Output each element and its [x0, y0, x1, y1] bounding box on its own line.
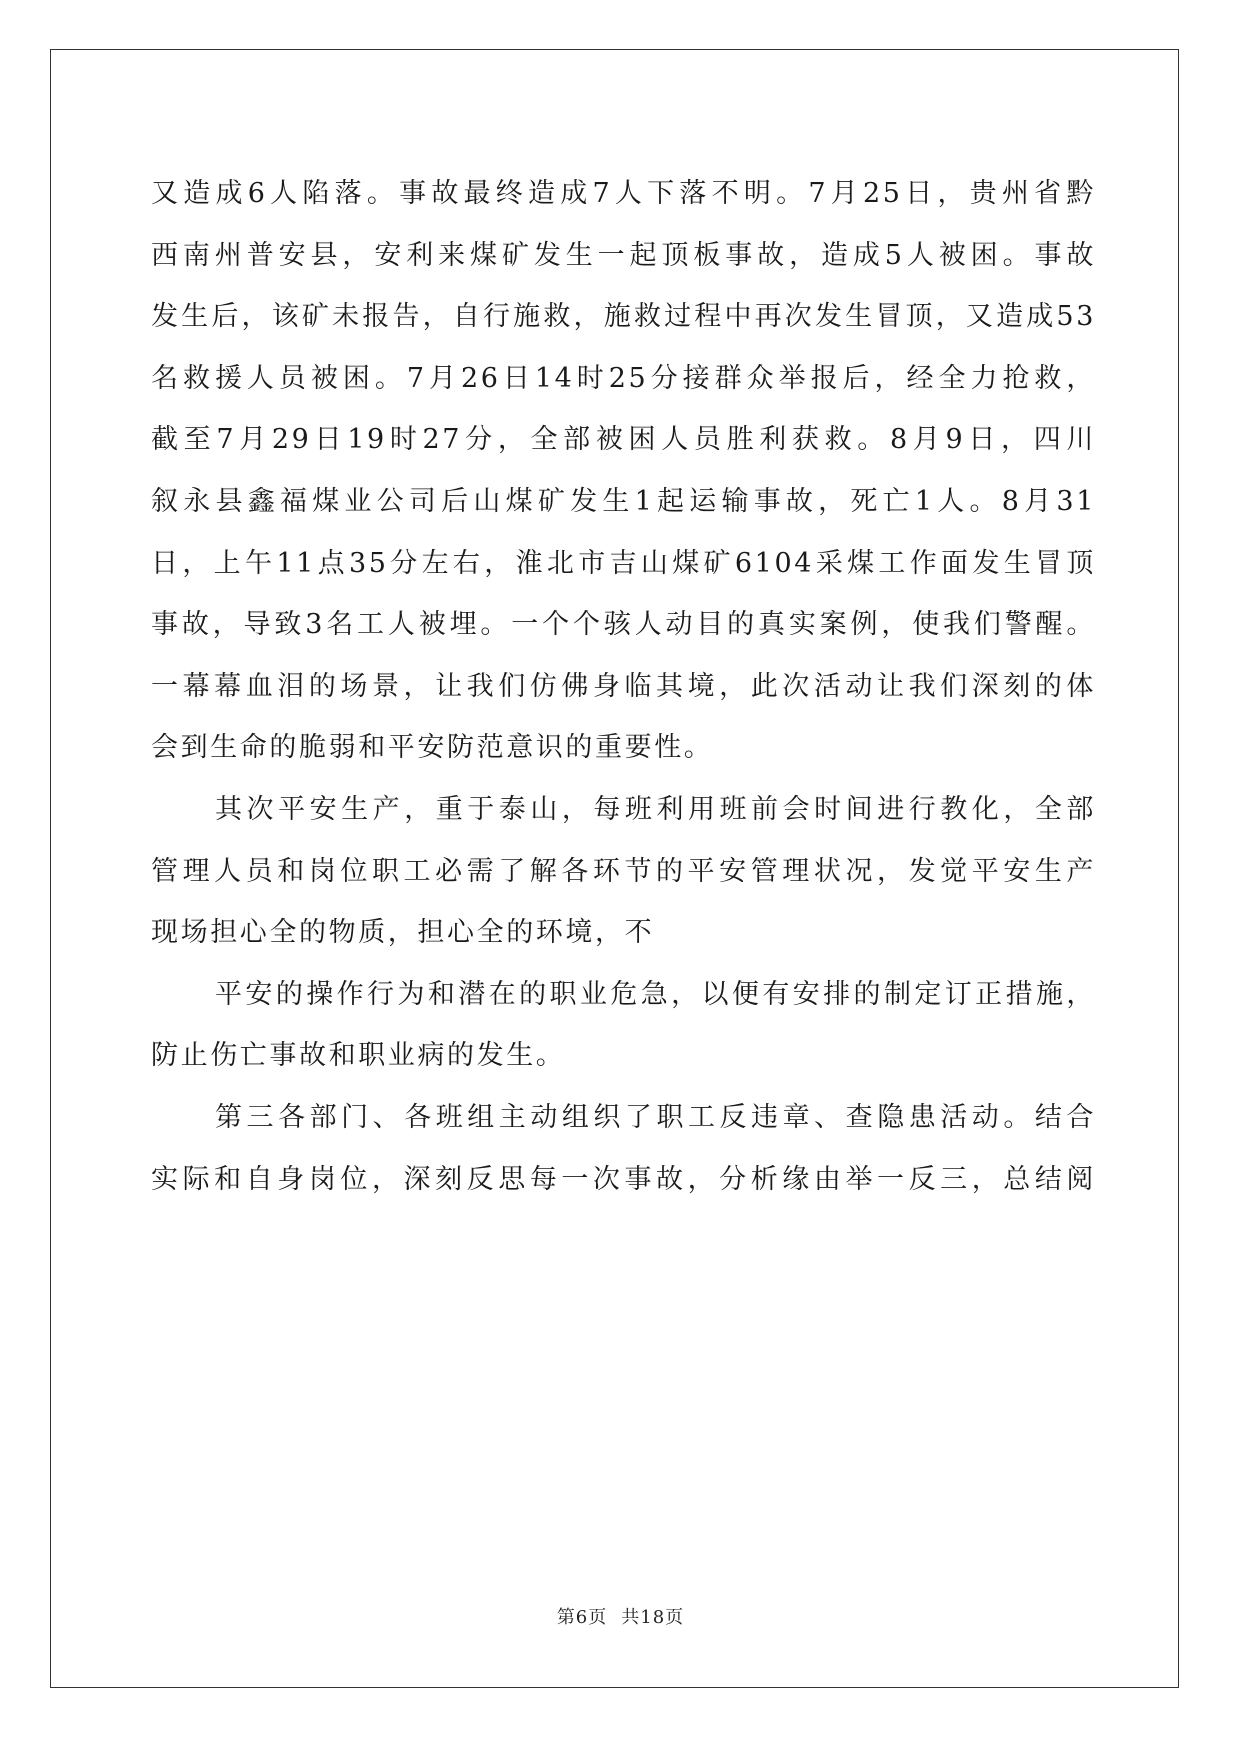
text-line: 现场担心全的物质，担心全的环境，不 [151, 917, 655, 949]
text-line: 名救援人员被困。7月26日14时25分接群众举报后，经全力抢救， [151, 362, 1096, 394]
page-footer [0, 1603, 1241, 1629]
text-line: 会到生命的脆弱和平安防范意识的重要性。 [151, 732, 714, 764]
document-body [151, 163, 1096, 1210]
text-line: 叙永县鑫福煤业公司后山煤矿发生1起运输事故，死亡1人。8月31 [151, 485, 1096, 517]
text-line: 西南州普安县，安利来煤矿发生一起顶板事故，造成5人被困。事故 [151, 239, 1096, 271]
page-number: 第6页 [556, 1607, 608, 1628]
text-line: 管理人员和岗位职工必需了解各环节的平安管理状况，发觉平安生产 [151, 855, 1096, 887]
text-line: 日，上午11点35分左右，淮北市吉山煤矿6104采煤工作面发生冒顶 [151, 547, 1096, 579]
text-line: 防止伤亡事故和职业病的发生。 [151, 1040, 566, 1072]
text-line: 事故，导致3名工人被埋。一个个骇人动目的真实案例，使我们警醒。 [151, 609, 1096, 641]
text-line: 一幕幕血泪的场景，让我们仿佛身临其境，此次活动让我们深刻的体 [151, 670, 1096, 702]
text-line: 实际和自身岗位，深刻反思每一次事故，分析缘由举一反三，总结阅 [151, 1163, 1096, 1195]
text-line: 平安的操作行为和潜在的职业危急，以便有安排的制定订正措施， [215, 978, 1096, 1010]
page-total: 共18页 [621, 1607, 685, 1628]
text-line: 发生后，该矿未报告，自行施救，施救过程中再次发生冒顶，又造成53 [151, 301, 1096, 333]
text-line: 其次平安生产，重于泰山，每班利用班前会时间进行教化，全部 [215, 793, 1096, 825]
text-line: 又造成6人陷落。事故最终造成7人下落不明。7月25日，贵州省黔 [151, 178, 1096, 209]
text-line: 截至7月29日19时27分，全部被困人员胜利获救。8月9日，四川 [151, 424, 1096, 456]
text-line: 第三各部门、各班组主动组织了职工反违章、查隐患活动。结合 [215, 1101, 1096, 1133]
